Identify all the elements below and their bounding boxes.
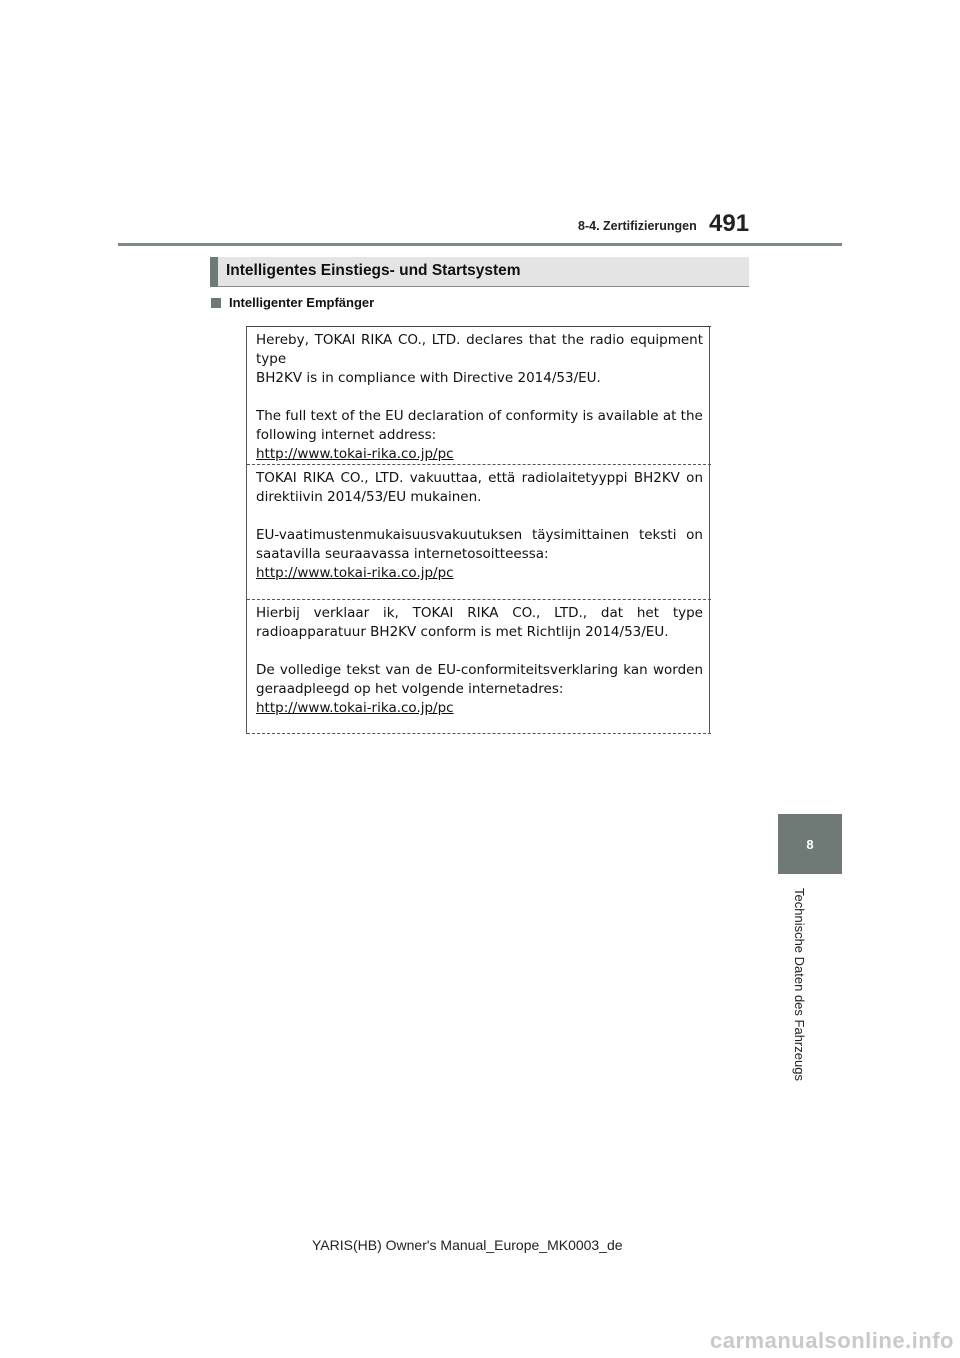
section-heading-bar (210, 257, 218, 287)
cert-fi-line4: saatavilla seuraavassa internetosoitteessa: (256, 546, 549, 562)
cert-en-url: http://www.tokai-rika.co.jp/pc (256, 446, 454, 462)
cert-nl-line2: radioapparatuur BH2KV conform is met Richtlijn 2014/53/EU. (256, 624, 669, 640)
cert-fi-line2: direktiivin 2014/53/EU mukainen. (256, 489, 482, 505)
subheading (211, 295, 374, 310)
cert-nl-url: http://www.tokai-rika.co.jp/pc (256, 700, 454, 716)
section-heading-text: Intelligentes Einstiegs- und Startsystem (226, 262, 521, 279)
cert-en-line4: following internet address: (256, 427, 437, 443)
certificate-block-finnish (247, 464, 711, 599)
square-bullet-icon (211, 298, 221, 308)
watermark: carmanualsonline.info (710, 1328, 954, 1353)
certificate-image (246, 326, 710, 734)
cert-fi-line3: EU-vaatimustenmukaisuusvakuutuksen täysimittainen teksti on (256, 527, 703, 543)
cert-en-line2: BH2KV is in compliance with Directive 2014/53/EU. (256, 370, 601, 386)
cert-en-line3: The full text of the EU declaration of conformity is available at the (256, 408, 703, 424)
chapter-tab (778, 814, 842, 874)
chapter-number: 8 (806, 836, 814, 852)
subheading-text: Intelligenter Empfänger (229, 295, 375, 310)
cert-nl-line1: Hierbij verklaar ik, TOKAI RIKA CO., LTD., dat het type (256, 605, 703, 621)
section-heading (210, 257, 749, 287)
cert-en-line1: Hereby, TOKAI RIKA CO., LTD. declares that the radio equipment type (256, 332, 703, 367)
certificate-block-dutch (247, 599, 711, 733)
certificate-bottom-border (247, 733, 711, 734)
cert-nl-line4: geraadpleegd op het volgende internetadres: (256, 681, 564, 697)
footer-text: YARIS(HB) Owner's Manual_Europe_MK0003_de (312, 1237, 623, 1253)
chapter-title: Technische Daten des Fahrzeugs (792, 888, 807, 1081)
certificate-block-english (247, 326, 711, 464)
page-number: 491 (709, 210, 750, 237)
cert-fi-url: http://www.tokai-rika.co.jp/pc (256, 565, 454, 581)
cert-fi-line1: TOKAI RIKA CO., LTD. vakuuttaa, että radiolaitetyyppi BH2KV on (256, 470, 703, 486)
header-section-title: 8-4. Zertifizierungen (578, 219, 697, 233)
cert-nl-line3: De volledige tekst van de EU-conformiteitsverklaring kan worden (256, 662, 703, 678)
header-divider (118, 243, 842, 246)
